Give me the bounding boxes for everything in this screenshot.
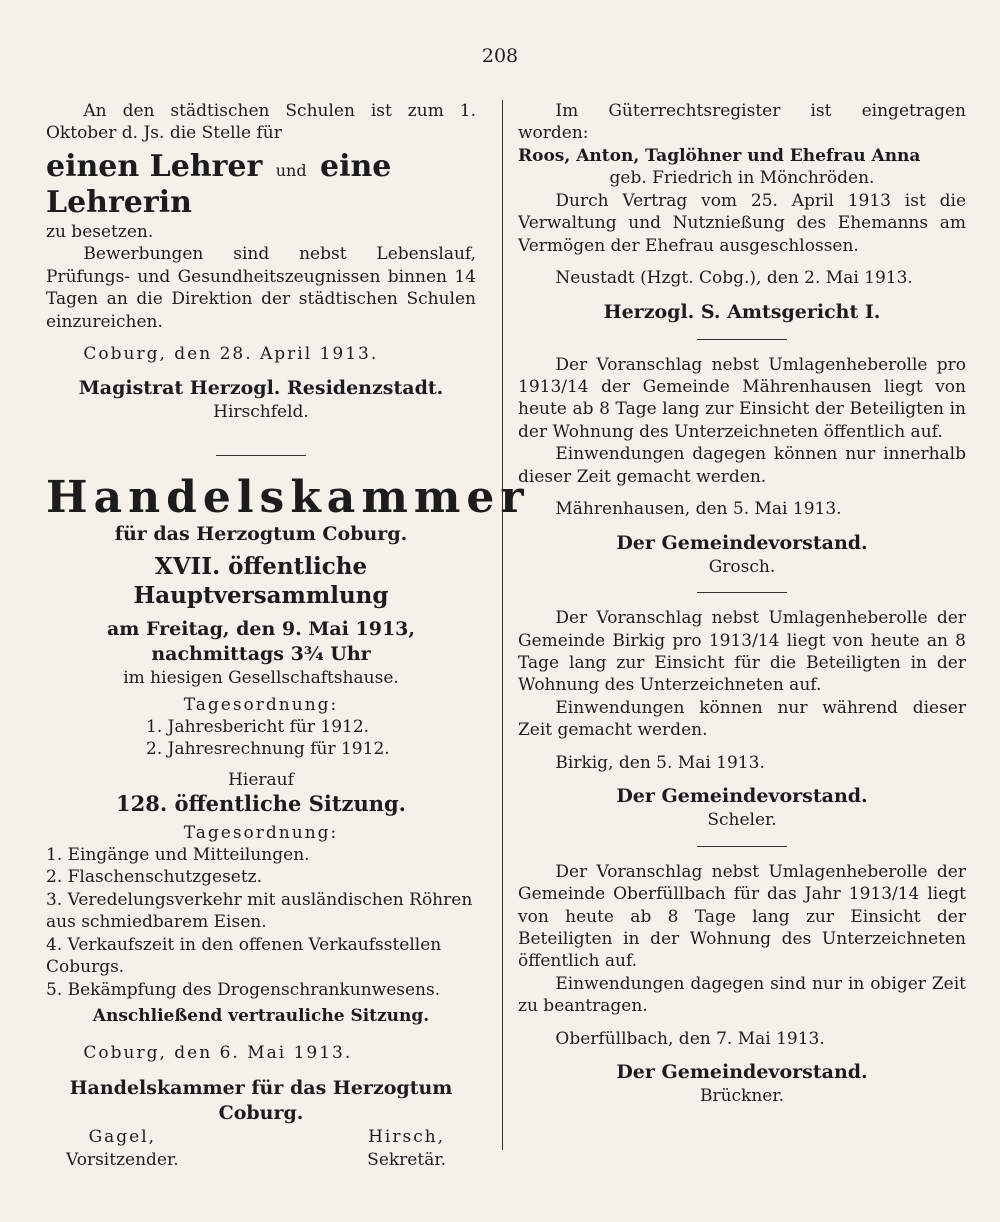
hierauf-label: Hierauf bbox=[228, 769, 294, 790]
divider-rule bbox=[697, 339, 787, 340]
secretary-role: Sekretär. bbox=[367, 1149, 446, 1170]
divider-rule bbox=[697, 846, 787, 847]
chamber-title: Handelskammer bbox=[46, 472, 530, 524]
agenda-item: 5. Bekämpfung des Drogenschrankunwesens. bbox=[46, 979, 441, 1000]
vacancy-place-date: Coburg, den 28. April 1913. bbox=[83, 344, 379, 365]
agenda-item: 3. Veredelungsverkehr mit ausländischen Röhren aus schmiedbarem Eisen. bbox=[46, 889, 473, 933]
right-column bbox=[518, 100, 966, 1108]
birkig-place-date: Birkig, den 5. Mai 1913. bbox=[555, 752, 765, 773]
register-place-date: Neustadt (Hzgt. Cobg.), den 2. Mai 1913. bbox=[555, 268, 913, 289]
assembly-time: nachmittags 3¾ Uhr bbox=[151, 643, 371, 666]
assembly-venue: im hiesigen Gesellschaftshause. bbox=[123, 668, 399, 689]
notice-oberfuellbach bbox=[518, 861, 966, 1108]
birkig-body: Der Voranschlag nebst Umlagenheberolle der Gemeinde Birkig pro 1913/14 liegt von heute an 8 Tage lang zur Einsicht für die Beteiligten in der Wohnung des Unterzeichneten auf. bbox=[518, 608, 966, 696]
notice-chamber-of-commerce bbox=[46, 472, 530, 1171]
notice-maehrenhausen bbox=[518, 354, 966, 579]
divider-rule bbox=[216, 455, 306, 456]
vacancy-heading-teacherin: eine Lehrerin bbox=[46, 148, 392, 220]
left-column bbox=[46, 100, 530, 1171]
vacancy-heading-and: und bbox=[275, 160, 307, 180]
chamber-signatures bbox=[46, 1126, 476, 1171]
vacancy-heading-teacher: einen Lehrer bbox=[46, 148, 263, 184]
agenda-list-2 bbox=[46, 844, 476, 1001]
vacancy-signer-name: Hirschfeld. bbox=[213, 401, 309, 422]
signature-secretary bbox=[367, 1126, 446, 1171]
oberfuellbach-objection: Einwendungen dagegen sind nur in obiger Zeit zu beantragen. bbox=[518, 973, 966, 1017]
agenda-item: 2. Flaschenschutzgesetz. bbox=[46, 867, 263, 888]
chair-role: Vorsitzender. bbox=[66, 1149, 179, 1170]
maehrenhausen-signer-name: Grosch. bbox=[708, 556, 776, 577]
notice-birkig bbox=[518, 607, 966, 832]
register-signer: Herzogl. S. Amtsgericht I. bbox=[603, 300, 881, 323]
vacancy-heading bbox=[46, 149, 476, 221]
agenda-item: 1. Eingänge und Mitteilungen. bbox=[46, 845, 310, 866]
chamber-signer: Handelskammer für das Herzogtum Coburg. bbox=[69, 1076, 453, 1125]
assembly-heading: XVII. öffentliche Hauptversammlung bbox=[133, 553, 389, 610]
maehrenhausen-place-date: Mährenhausen, den 5. Mai 1913. bbox=[555, 499, 842, 520]
assembly-date: am Freitag, den 9. Mai 1913, bbox=[106, 617, 416, 640]
column-divider bbox=[502, 100, 503, 1150]
chamber-subtitle: für das Herzogtum Coburg. bbox=[114, 523, 408, 546]
maehrenhausen-body: Der Voranschlag nebst Umlagenheberolle pro 1913/14 der Gemeinde Mährenhausen liegt von heute ab 8 Tage lang zur Einsicht der Beteiligten in der Wohnung des Unterzeichneten öffentlich auf. bbox=[518, 354, 966, 442]
vacancy-text-after: zu besetzen. bbox=[46, 221, 154, 242]
chair-name: Gagel, bbox=[88, 1127, 157, 1148]
secretary-name: Hirsch, bbox=[368, 1127, 446, 1148]
confidential-session: Anschließend vertrauliche Sitzung. bbox=[92, 1006, 430, 1027]
sitting-heading: 128. öffentliche Sitzung. bbox=[115, 791, 406, 817]
agenda-item: 1. Jahresbericht für 1912. bbox=[146, 717, 370, 738]
register-intro: Im Güterrechtsregister ist eingetragen worden: bbox=[518, 101, 966, 144]
maehrenhausen-objection: Einwendungen dagegen können nur innerhalb dieser Zeit gemacht werden. bbox=[518, 444, 966, 487]
agenda-item: 4. Verkaufszeit in den offenen Verkaufsstellen Coburgs. bbox=[46, 934, 442, 978]
notice-property-register bbox=[518, 100, 966, 325]
birkig-signer: Der Gemeindevorstand. bbox=[616, 785, 868, 808]
oberfuellbach-body: Der Voranschlag nebst Umlagenheberolle der Gemeinde Oberfüllbach für das Jahr 1913/14 liegt von heute ab 8 Tage lang zur Einsicht der Beteiligten in der Wohnung des Unterzeichneten öffentlich auf. bbox=[518, 861, 966, 972]
agenda-item: 2. Jahresrechnung für 1912. bbox=[146, 739, 390, 760]
register-names: Roos, Anton, Taglöhner und Ehefrau Anna bbox=[518, 145, 921, 166]
maehrenhausen-signer: Der Gemeindevorstand. bbox=[616, 531, 868, 554]
birkig-objection: Einwendungen können nur während dieser Zeit gemacht werden. bbox=[518, 697, 966, 741]
vacancy-body: Bewerbungen sind nebst Lebenslauf, Prüfungs- und Gesundheitszeugnissen binnen 14 Tagen an die Direktion der städtischen Schulen einzureichen. bbox=[46, 244, 476, 332]
signature-chair bbox=[66, 1126, 179, 1171]
notice-teacher-vacancy bbox=[46, 100, 476, 423]
birkig-signer-name: Scheler. bbox=[707, 810, 777, 831]
oberfuellbach-signer: Der Gemeindevorstand. bbox=[616, 1061, 868, 1084]
agenda-list-1 bbox=[46, 716, 476, 761]
vacancy-signer: Magistrat Herzogl. Residenzstadt. bbox=[78, 376, 444, 399]
page-number: 208 bbox=[481, 45, 519, 67]
oberfuellbach-signer-name: Brückner. bbox=[699, 1086, 785, 1107]
divider-rule bbox=[697, 592, 787, 593]
chamber-place-date: Coburg, den 6. Mai 1913. bbox=[83, 1042, 353, 1063]
register-body: Durch Vertrag vom 25. April 1913 ist die Verwaltung und Nutznießung des Ehemanns am Vermögen der Ehefrau ausgeschlossen. bbox=[518, 190, 966, 256]
register-born: geb. Friedrich in Mönchröden. bbox=[609, 168, 875, 189]
agenda-label-2: Tagesordnung: bbox=[183, 822, 339, 843]
agenda-label-1: Tagesordnung: bbox=[183, 694, 339, 715]
vacancy-intro: An den städtischen Schulen ist zum 1. Oktober d. Js. die Stelle für bbox=[46, 101, 476, 144]
oberfuellbach-place-date: Oberfüllbach, den 7. Mai 1913. bbox=[555, 1028, 825, 1049]
